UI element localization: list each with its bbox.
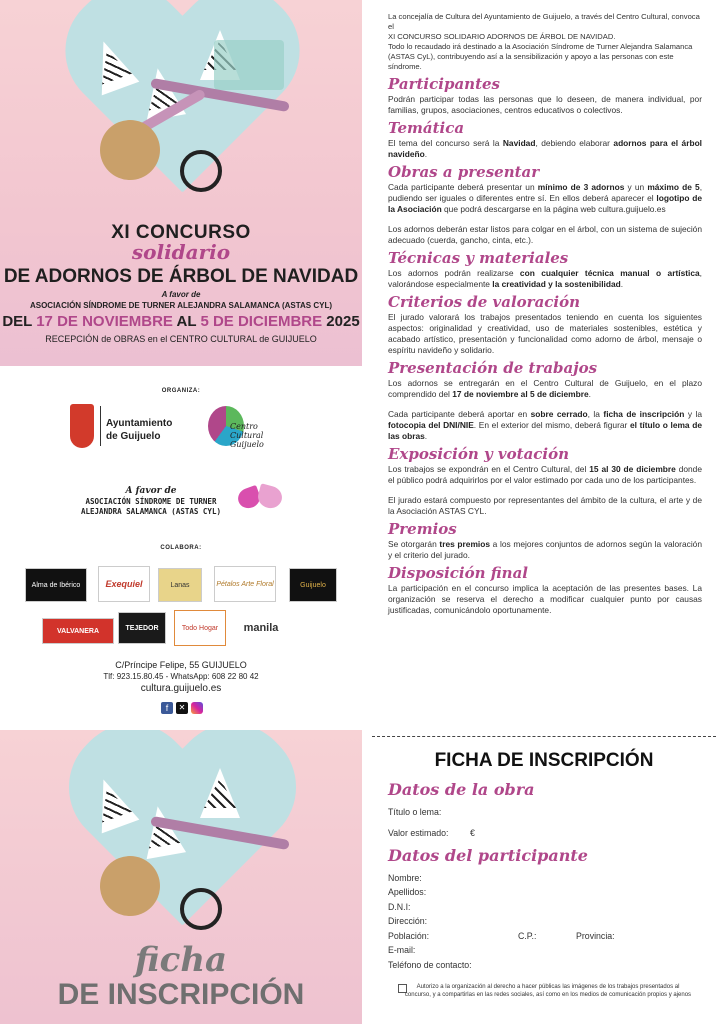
valor-field[interactable]: Valor estimado:	[388, 828, 449, 838]
sponsor-logo: VALVANERA	[42, 618, 114, 644]
titulo-field[interactable]: Título o lema:	[388, 807, 442, 817]
section-text: Podrán participar todas las personas que lo deseen, de manera individual, por familias, grupos, asociaciones, centros educativos o colectivos.	[388, 94, 702, 115]
section-text: Los trabajos se expondrán en el Centro Cultural, del 15 al 30 de diciembre donde el público podrá adquirirlos por el valor estimado por cada uno de los participantes.	[388, 464, 702, 485]
favor-label: A favor de	[161, 290, 201, 299]
contest-poster	[0, 0, 362, 366]
section-text: Cada participante deberá presentar un mínimo de 3 adornos y un máximo de 5, pudiendo ser iguales o diferentes entre sí. En ellos deberá aparecer el logotipo de la Asociación que podrá descargarse en la página web cultura.guijuelo.es	[388, 182, 703, 214]
section-text: Se otorgarán tres premios a los mejores conjuntos de adornos según la valoración y el criterio del jurado.	[388, 539, 702, 560]
contest-edition: XI CONCURSO	[111, 222, 251, 243]
sponsor-logo: Pétalos Arte Floral	[214, 566, 276, 602]
contest-rules	[388, 12, 702, 616]
address: C/Príncipe Felipe, 55 GUIJUELO	[115, 660, 247, 670]
section-text: El tema del concurso será la Navidad, debiendo elaborar adornos para el árbol navideño.	[388, 138, 703, 159]
association-name: ASOCIACIÓN SÍNDROME DE TURNER ALEJANDRA SALAMANCA (ASTAS CYL)	[29, 301, 333, 310]
telefono-field[interactable]: Teléfono de contacto:	[388, 960, 472, 970]
participante-section-title: Datos del participante	[388, 846, 588, 865]
section-title: Temática	[388, 119, 465, 137]
ficha-script-title: ficha	[134, 940, 228, 980]
x-icon[interactable]: ✕	[176, 702, 188, 714]
ficha-big-title: DE INSCRIPCIÓN	[57, 978, 305, 1011]
email-field[interactable]: E-mail:	[388, 945, 416, 955]
facebook-icon[interactable]: f	[161, 702, 173, 714]
section-title: Participantes	[388, 75, 500, 93]
section-title: Presentación de trabajos	[388, 359, 598, 377]
section-text: Cada participante deberá aportar en sobre cerrado, la ficha de inscripción y la fotocopia del DNI/NIE. En el exterior del mismo, deberá figurar el título o lema de las obras.	[388, 409, 703, 441]
section-text: La participación en el concurso implica la aceptación de las presentes bases. La organización se reserva el derecho a modificar cualquier punto por causas justificadas, comunicándolo oportunamente.	[388, 583, 702, 615]
nombre-field[interactable]: Nombre:	[388, 873, 422, 883]
section-title: Criterios de valoración	[388, 293, 581, 311]
tree-ornament-icon	[138, 803, 186, 859]
section-text: El jurado valorará los trabajos presentados teniendo en cuenta los siguientes aspectos: originalidad y creatividad, uso de materiales sostenibles, estética y acabado artístico, presentación y funcionalidad como adorno de árbol, mensaje o espíritu navideño y solidario.	[388, 312, 702, 355]
form-title: FICHA DE INSCRIPCIÓN	[434, 750, 654, 771]
section-title: Obras a presentar	[388, 163, 540, 181]
scissors-icon	[180, 888, 222, 930]
organiza-label: ORGANIZA:	[161, 388, 201, 394]
ayuntamiento-name: Ayuntamiento de Guijuelo	[106, 418, 173, 442]
sponsor-logo: Guijuelo	[289, 568, 337, 602]
section-title: Premios	[388, 520, 457, 538]
section-title: Exposición y votación	[388, 445, 570, 463]
apellidos-field[interactable]: Apellidos:	[388, 887, 427, 897]
instagram-icon[interactable]	[191, 702, 203, 714]
sponsor-logo: manila	[230, 616, 292, 640]
cp-field[interactable]: C.P.:	[518, 931, 537, 941]
euro-label: €	[470, 828, 475, 838]
contest-dates: DEL 17 DE NOVIEMBRE AL 5 DE DICIEMBRE 2025	[2, 313, 360, 330]
intro: La concejalía de Cultura del Ayuntamiento de Guijuelo, a través del Centro Cultural, convoca el XI CONCURSO SOLIDARIO ADORNOS DE ÁRBOL DE NAVIDAD. Todo lo recaudado irá destinado a la Asociación Síndrome de Turner Alejandra Salamanca (ASTAS CyL), contribuyendo así a la sensibilización y apoyo a las personas con este síndrome.	[388, 12, 700, 71]
butterfly-logo	[232, 484, 286, 526]
favor-label-2: A favor de	[125, 486, 177, 496]
tree-ornament-icon	[200, 768, 240, 818]
dni-field[interactable]: D.N.I:	[388, 902, 411, 912]
section-text: El jurado estará compuesto por representantes del ámbito de la cultura, el arte y de la Asociación ASTAS CYL.	[388, 495, 702, 516]
provincia-field[interactable]: Provincia:	[576, 931, 615, 941]
section-text: Los adornos se entregarán en el Centro Cultural de Guijuelo, en el plazo comprendido del 17 de noviembre al 5 de diciembre.	[388, 378, 702, 399]
phone: Tlf: 923.15.80.45 - WhatsApp: 608 22 80 42	[103, 672, 259, 681]
obra-section-title: Datos de la obra	[388, 780, 535, 799]
sponsor-logo: Lanas	[158, 568, 202, 602]
poblacion-field[interactable]: Población:	[388, 931, 430, 941]
contest-title: DE ADORNOS DE ÁRBOL DE NAVIDAD	[3, 266, 359, 287]
cut-line	[372, 736, 716, 737]
section-text: Los adornos podrán realizarse con cualquier técnica manual o artística, valorándose especialmente la creatividad y la sostenibilidad.	[388, 268, 702, 289]
scissors-icon	[180, 150, 222, 192]
centro-cultural-name: Centro Cultural Guijuelo	[230, 422, 264, 449]
association-name-2: ASOCIACIÓN SÍNDROME DE TURNER ALEJANDRA SALAMANCA (ASTAS CYL)	[81, 497, 221, 516]
twine-ball	[100, 120, 160, 180]
website-link[interactable]: cultura.guijuelo.es	[140, 683, 222, 694]
direccion-field[interactable]: Dirección:	[388, 916, 428, 926]
sponsor-logo: Todo Hogar	[174, 610, 226, 646]
sponsor-logo: TEJEDOR	[118, 612, 166, 644]
colabora-label: COLABORA:	[160, 545, 202, 551]
section-title: Disposición final	[388, 564, 528, 582]
section-text: Los adornos deberán estar listos para colgar en el árbol, con un sistema de sujeción adecuado (cuerda, gancho, cinta, etc.).	[388, 224, 702, 245]
section-title: Técnicas y materiales	[388, 249, 569, 267]
sponsor-logo: Exequiel	[98, 566, 150, 602]
reception-info: RECEPCIÓN de OBRAS en el CENTRO CULTURAL de GUIJUELO	[45, 334, 317, 344]
contest-subtitle: solidario	[131, 240, 231, 264]
authorization-text: Autorizo a la organización al derecho a hacer públicas las imágenes de los trabajos presentados al concurso, y a compartirlas en las redes sociales, así como en los medios de comunicación propios y ajenos	[404, 984, 692, 998]
sponsor-logo: Alma de Ibérico	[25, 568, 87, 602]
town-shield-icon	[70, 404, 94, 448]
